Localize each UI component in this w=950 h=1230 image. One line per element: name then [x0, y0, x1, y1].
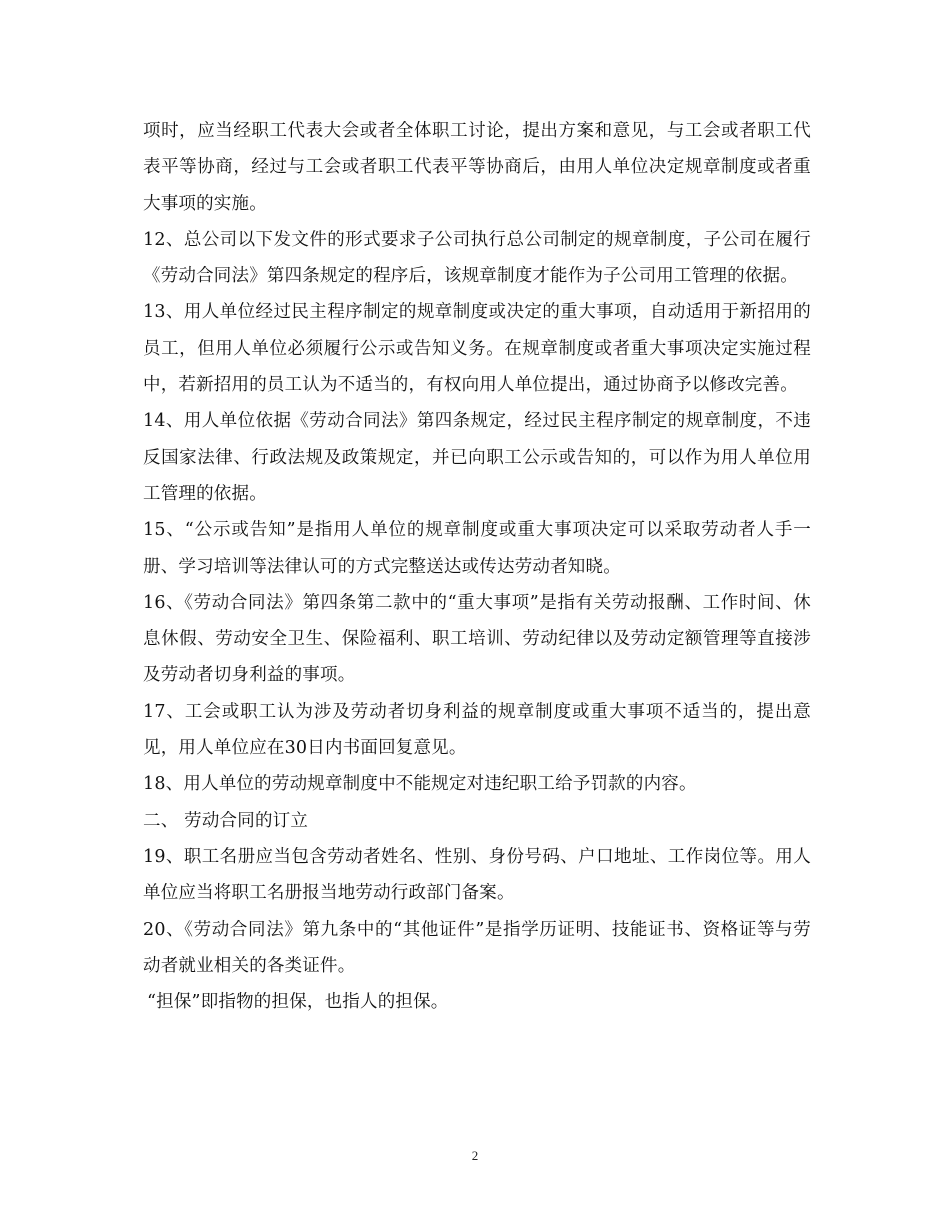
paragraph-item-13: 13、用人单位经过民主程序制定的规章制度或决定的重大事项，自动适用于新招用的员工，但用人单位必须履行公示或告知义务。在规章制度或者重大事项决定实施过程中，若新招用的员工认为不适当的，有权向用人单位提出，通过协商予以修改完善。 — [143, 302, 811, 396]
paragraph-item-15: 15、“公示或告知”是指用人单位的规章制度或重大事项决定可以采取劳动者人手一册、学习培训等法律认可的方式完整送达或传达劳动者知晓。 — [143, 520, 811, 577]
document-body — [143, 113, 811, 1020]
paragraph-continuation: 项时，应当经职工代表大会或者全体职工讨论，提出方案和意见，与工会或者职工代表平等协商，经过与工会或者职工代表平等协商后，由用人单位决定规章制度或者重大事项的实施。 — [143, 121, 811, 214]
section-heading: 二、 劳动合同的订立 — [143, 810, 309, 831]
page-number: 2 — [471, 1148, 479, 1163]
paragraph-item-16: 16、《劳动合同法》第四条第二款中的“重大事项”是指有关劳动报酬、工作时间、休息休假、劳动安全卫生、保险福利、职工培训、劳动纪律以及劳动定额管理等直接涉及劳动者切身利益的事项。 — [143, 592, 811, 686]
paragraph-item-18: 18、用人单位的劳动规章制度中不能规定对违纪职工给予罚款的内容。 — [143, 774, 697, 795]
paragraph-item-20: 20、《劳动合同法》第九条中的“其他证件”是指学历证明、技能证书、资格证等与劳动者就业相关的各类证件。 — [143, 919, 811, 976]
paragraph-item-19: 19、职工名册应当包含劳动者姓名、性别、身份号码、户口地址、工作岗位等。用人单位应当将职工名册报当地劳动行政部门备案。 — [143, 846, 811, 904]
paragraph-guarantee: “担保”即指物的担保，也指人的担保。 — [147, 992, 449, 1013]
paragraph-item-12: 12、总公司以下发文件的形式要求子公司执行总公司制定的规章制度，子公司在履行《劳动合同法》第四条规定的程序后，该规章制度才能作为子公司用工管理的依据。 — [143, 229, 811, 287]
paragraph-item-17: 17、工会或职工认为涉及劳动者切身利益的规章制度或重大事项不适当的，提出意见，用人单位应在30日内书面回复意见。 — [143, 701, 811, 759]
paragraph-item-14: 14、用人单位依据《劳动合同法》第四条规定，经过民主程序制定的规章制度，不违反国家法律、行政法规及政策规定，并已向职工公示或告知的，可以作为用人单位用工管理的依据。 — [143, 411, 811, 504]
